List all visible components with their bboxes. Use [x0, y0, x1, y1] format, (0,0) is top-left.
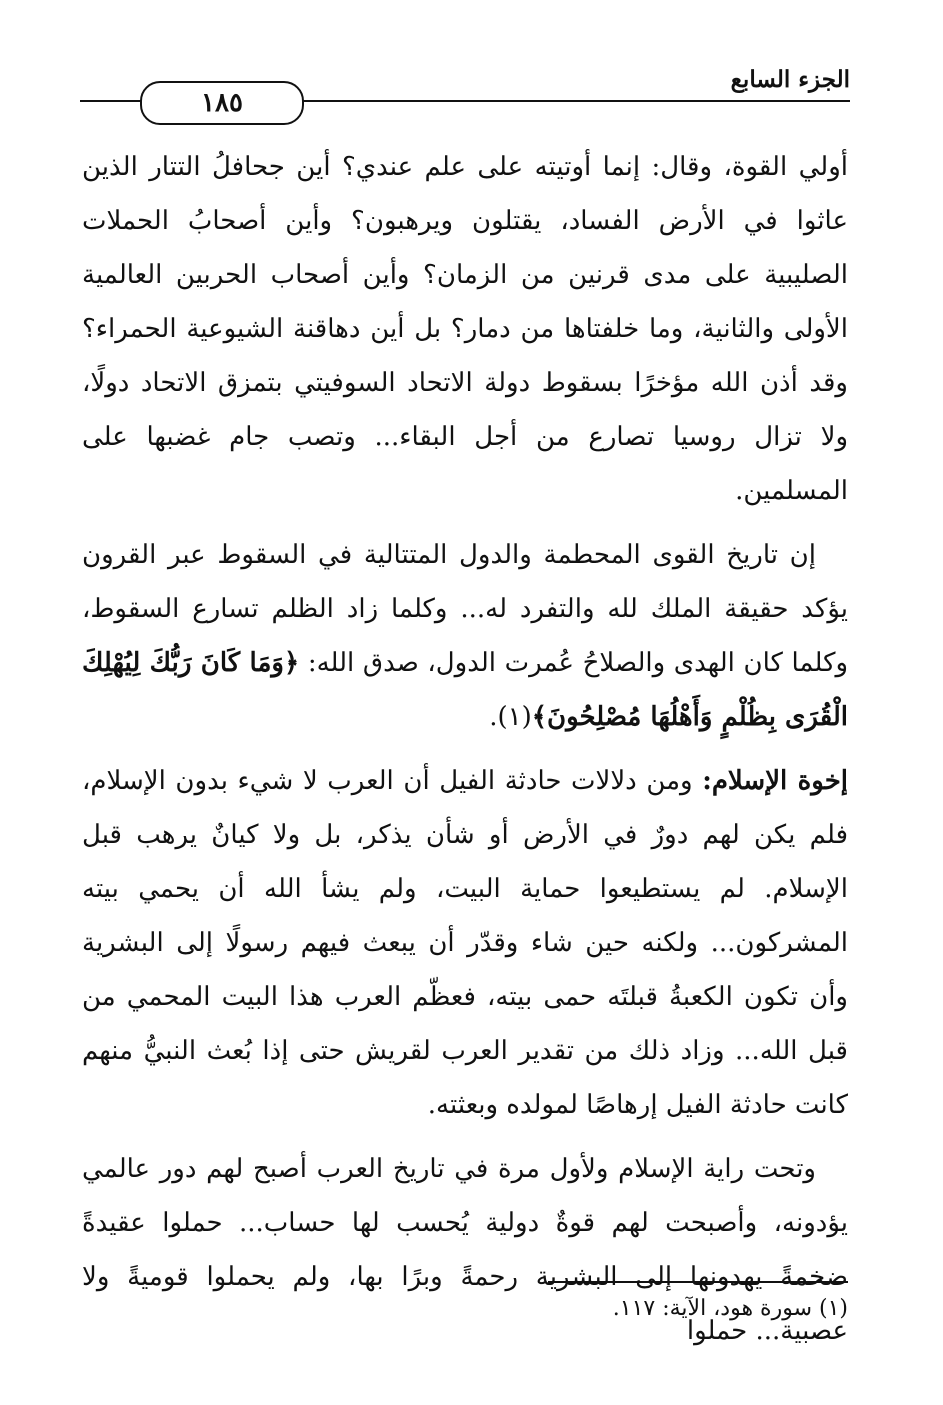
footnote-rule [548, 1281, 848, 1283]
paragraph-4-text: وتحت راية الإسلام ولأول مرة في تاريخ العرب أصبح لهم دور عالمي يؤدونه، وأصبحت لهم قوةٌ دولية يُحسب لها حساب... حملوا عقيدةً ضخمةً يهدونها إلى البشرية رحمةً وبرًا بها، ولم يحملوا قوميةً ولا عصبية... حملوا [82, 1154, 848, 1346]
paragraph-3-lead: إخوة الإسلام: [702, 766, 848, 796]
paragraph-2 [82, 528, 848, 744]
page-header [80, 66, 850, 126]
paragraph-4 [82, 1142, 848, 1358]
footnote-reference: (١). [489, 702, 532, 732]
page-number: ١٨٥ [201, 88, 243, 118]
quran-verse: ﴿وَمَا كَانَ رَبُّكَ لِيُهْلِكَ الْقُرَى بِظُلْمٍ وَأَهْلُهَا مُصْلِحُونَ﴾ [82, 648, 848, 732]
body-text [82, 140, 848, 1368]
paragraph-2-text: إن تاريخ القوى المحطمة والدول المتتالية في السقوط عبر القرون يؤكد حقيقة الملك لله والتفرد له... وكلما زاد الظلم تسارع السقوط، وكلما كان الهدى والصلاحُ عُمرت الدول، صدق الله: [82, 540, 849, 678]
page-number-badge [140, 81, 304, 125]
paragraph-3-text: ومن دلالات حادثة الفيل أن العرب لا شيء بدون الإسلام، فلم يكن لهم دورٌ في الأرض أو شأن يذكر، بل ولا كيانٌ يرهب قبل الإسلام. لم يستطيعوا حماية البيت، ولم يشأ الله أن يحمي بيته المشركون... ولكنه حين شاء وقدّر أن يبعث فيهم رسولًا إلى البشرية وأن تكون الكعبةُ قبلتَه حمى بيته، فعظّم العرب هذا البيت المحمي من قبل الله... وزاد ذلك من تقدير العرب لقريش حتى إذا بُعث النبيُّ منهم كانت حادثة الفيل إرهاصًا لمولده وبعثته. [82, 766, 848, 1120]
paragraph-1-text: أولي القوة، وقال: إنما أوتيته على علم عندي؟ أين جحافلُ التتار الذين عاثوا في الأرض الفساد، يقتلون ويرهبون؟ وأين أصحابُ الحملات الصليبية على مدى قرنين من الزمان؟ وأين أصحاب الحربين العالمية الأولى والثانية، وما خلفتاها من دمار؟ بل أين دهاقنة الشيوعية الحمراء؟ وقد أذن الله مؤخرًا بسقوط دولة الاتحاد السوفيتي بتمزق الاتحاد دولًا، ولا تزال روسيا تصارع من أجل البقاء... وتصب جام غضبها على المسلمين. [82, 152, 848, 506]
paragraph-1 [82, 140, 848, 518]
paragraph-3 [82, 754, 848, 1132]
part-title: الجزء السابع [730, 66, 850, 93]
footnote: (١) سورة هود، الآية: ١١٧. [612, 1296, 848, 1321]
